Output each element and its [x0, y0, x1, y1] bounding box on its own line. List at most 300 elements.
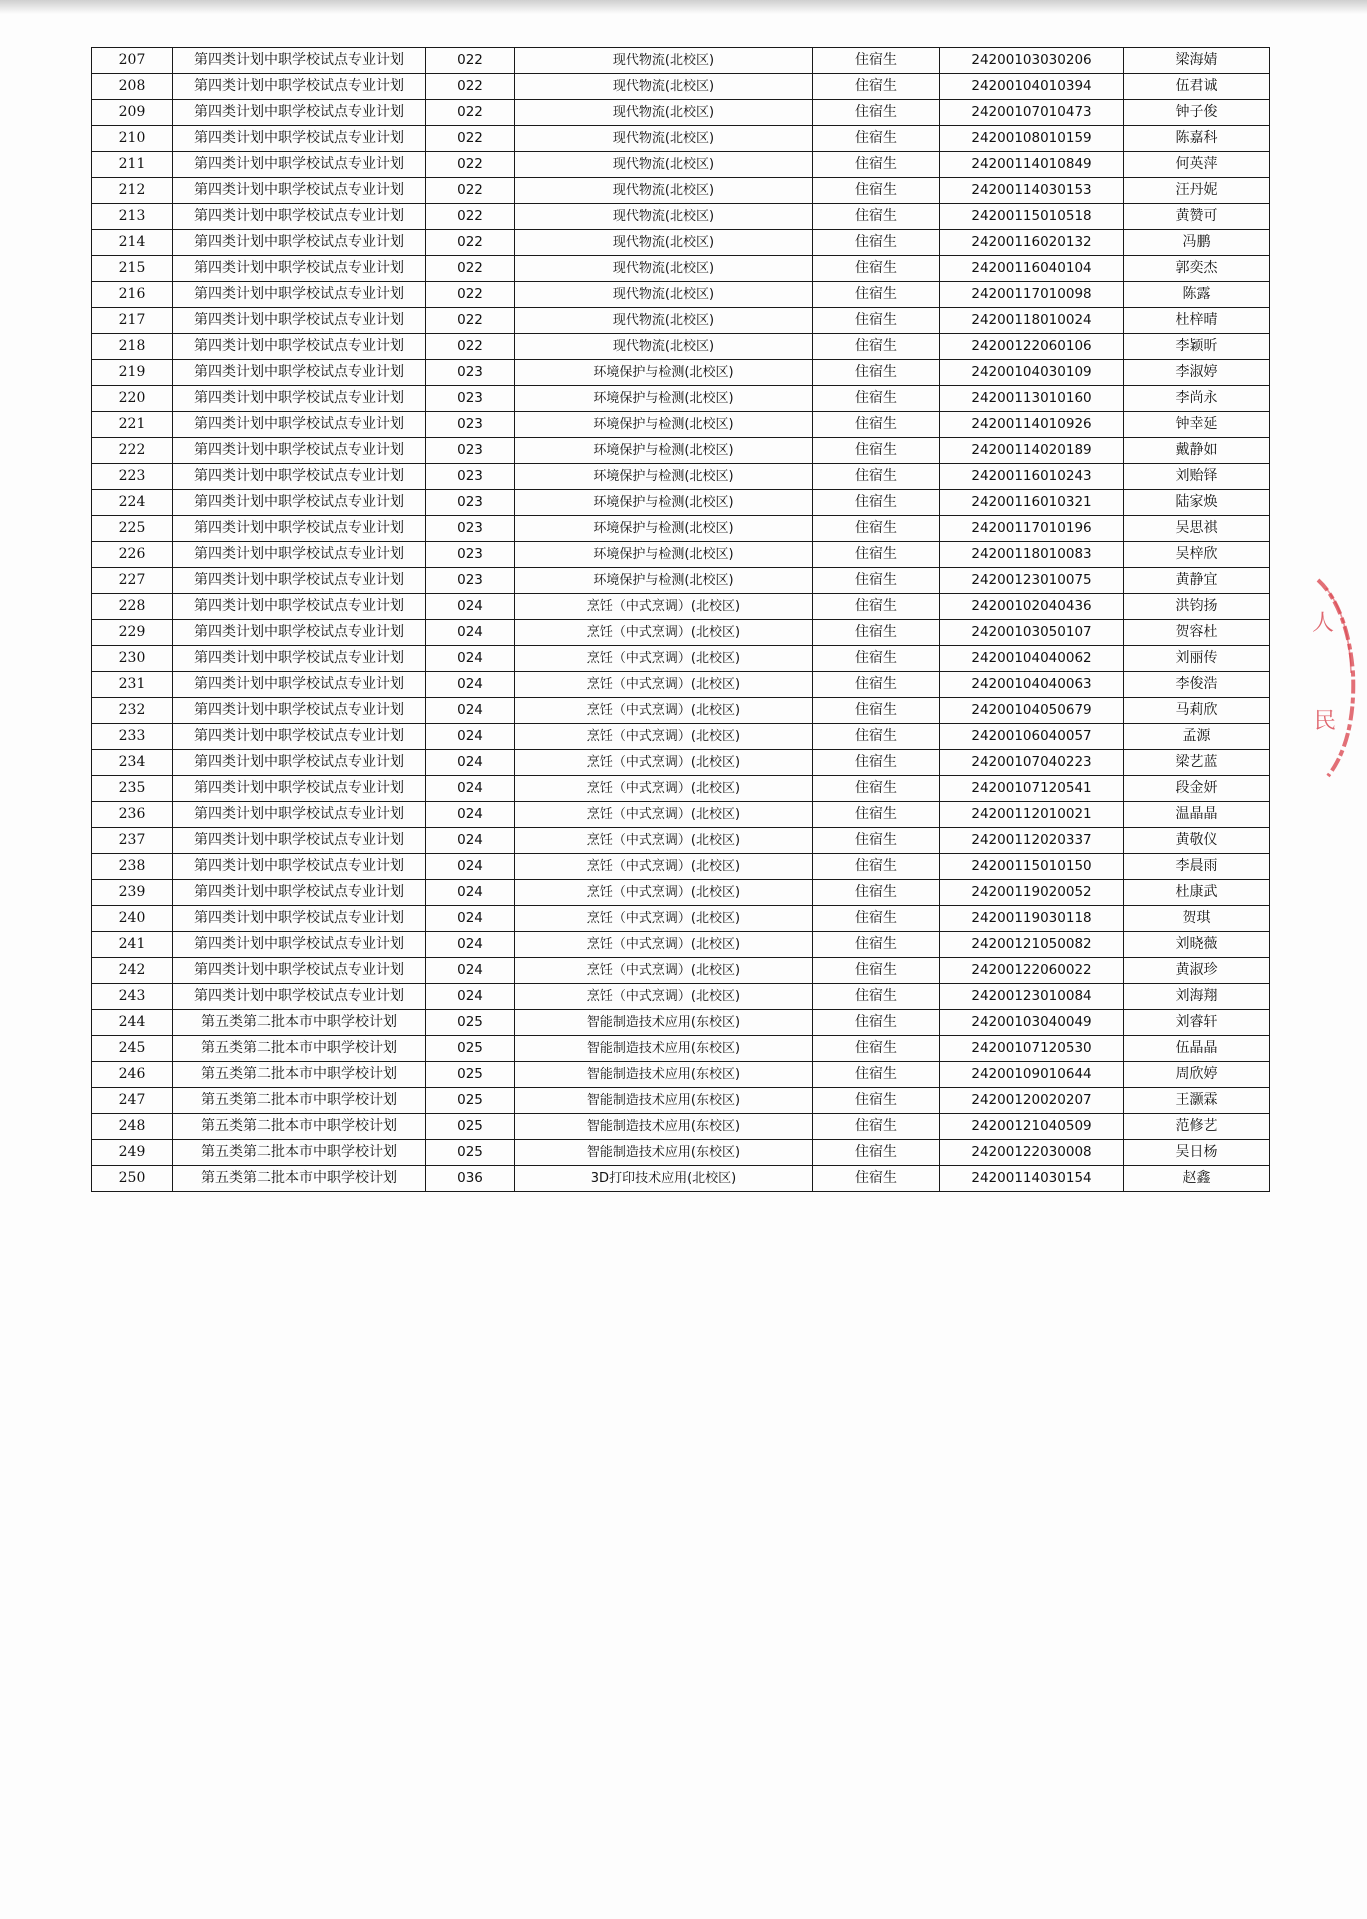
boarding-type-cell: 住宿生 [813, 1010, 940, 1036]
plan-category-cell: 第五类第二批本市中职学校计划 [173, 1062, 426, 1088]
major-code-cell: 024 [426, 984, 515, 1010]
candidate-id-cell: 24200116010321 [940, 490, 1124, 516]
table-row [92, 204, 1270, 230]
candidate-id-cell: 24200121050082 [940, 932, 1124, 958]
table-row [92, 984, 1270, 1010]
student-name-cell: 黄敬仪 [1124, 828, 1270, 854]
serial-number-cell: 243 [92, 984, 173, 1010]
student-name-cell: 李尚永 [1124, 386, 1270, 412]
serial-number-cell: 209 [92, 100, 173, 126]
table-row [92, 646, 1270, 672]
boarding-type-cell: 住宿生 [813, 750, 940, 776]
table-row [92, 750, 1270, 776]
student-name-cell: 钟子俊 [1124, 100, 1270, 126]
major-name-cell: 烹饪（中式烹调）(北校区) [515, 958, 813, 984]
student-name-cell: 杜梓晴 [1124, 308, 1270, 334]
roster-body [92, 48, 1270, 1192]
candidate-id-cell: 24200116020132 [940, 230, 1124, 256]
boarding-type-cell: 住宿生 [813, 802, 940, 828]
boarding-type-cell: 住宿生 [813, 672, 940, 698]
plan-category-cell: 第五类第二批本市中职学校计划 [173, 1114, 426, 1140]
table-row [92, 490, 1270, 516]
major-name-cell: 烹饪（中式烹调）(北校区) [515, 828, 813, 854]
plan-category-cell: 第四类计划中职学校试点专业计划 [173, 490, 426, 516]
boarding-type-cell: 住宿生 [813, 698, 940, 724]
major-name-cell: 烹饪（中式烹调）(北校区) [515, 854, 813, 880]
major-name-cell: 烹饪（中式烹调）(北校区) [515, 724, 813, 750]
plan-category-cell: 第四类计划中职学校试点专业计划 [173, 516, 426, 542]
major-name-cell: 现代物流(北校区) [515, 126, 813, 152]
major-name-cell: 现代物流(北校区) [515, 256, 813, 282]
major-code-cell: 036 [426, 1166, 515, 1192]
major-name-cell: 烹饪（中式烹调）(北校区) [515, 698, 813, 724]
major-name-cell: 烹饪（中式烹调）(北校区) [515, 594, 813, 620]
candidate-id-cell: 24200115010150 [940, 854, 1124, 880]
serial-number-cell: 234 [92, 750, 173, 776]
candidate-id-cell: 24200107010473 [940, 100, 1124, 126]
boarding-type-cell: 住宿生 [813, 958, 940, 984]
boarding-type-cell: 住宿生 [813, 880, 940, 906]
candidate-id-cell: 24200116040104 [940, 256, 1124, 282]
major-code-cell: 025 [426, 1036, 515, 1062]
major-code-cell: 024 [426, 698, 515, 724]
major-code-cell: 024 [426, 880, 515, 906]
major-code-cell: 023 [426, 568, 515, 594]
serial-number-cell: 247 [92, 1088, 173, 1114]
serial-number-cell: 217 [92, 308, 173, 334]
candidate-id-cell: 24200103040049 [940, 1010, 1124, 1036]
student-name-cell: 刘贻铎 [1124, 464, 1270, 490]
serial-number-cell: 240 [92, 906, 173, 932]
major-name-cell: 智能制造技术应用(东校区) [515, 1036, 813, 1062]
student-name-cell: 孟源 [1124, 724, 1270, 750]
boarding-type-cell: 住宿生 [813, 1166, 940, 1192]
boarding-type-cell: 住宿生 [813, 308, 940, 334]
boarding-type-cell: 住宿生 [813, 48, 940, 74]
candidate-id-cell: 24200118010024 [940, 308, 1124, 334]
major-name-cell: 烹饪（中式烹调）(北校区) [515, 672, 813, 698]
boarding-type-cell: 住宿生 [813, 568, 940, 594]
candidate-id-cell: 24200107120530 [940, 1036, 1124, 1062]
candidate-id-cell: 24200119020052 [940, 880, 1124, 906]
table-row [92, 282, 1270, 308]
boarding-type-cell: 住宿生 [813, 620, 940, 646]
boarding-type-cell: 住宿生 [813, 1114, 940, 1140]
student-name-cell: 赵鑫 [1124, 1166, 1270, 1192]
boarding-type-cell: 住宿生 [813, 412, 940, 438]
serial-number-cell: 215 [92, 256, 173, 282]
student-name-cell: 贺容杜 [1124, 620, 1270, 646]
candidate-id-cell: 24200119030118 [940, 906, 1124, 932]
student-name-cell: 王灏霖 [1124, 1088, 1270, 1114]
table-row [92, 542, 1270, 568]
plan-category-cell: 第四类计划中职学校试点专业计划 [173, 568, 426, 594]
major-name-cell: 现代物流(北校区) [515, 74, 813, 100]
serial-number-cell: 239 [92, 880, 173, 906]
plan-category-cell: 第四类计划中职学校试点专业计划 [173, 542, 426, 568]
major-code-cell: 024 [426, 620, 515, 646]
candidate-id-cell: 24200104040062 [940, 646, 1124, 672]
serial-number-cell: 227 [92, 568, 173, 594]
candidate-id-cell: 24200114020189 [940, 438, 1124, 464]
plan-category-cell: 第四类计划中职学校试点专业计划 [173, 178, 426, 204]
student-name-cell: 洪钧扬 [1124, 594, 1270, 620]
candidate-id-cell: 24200114030153 [940, 178, 1124, 204]
plan-category-cell: 第四类计划中职学校试点专业计划 [173, 204, 426, 230]
major-code-cell: 025 [426, 1140, 515, 1166]
table-row [92, 1010, 1270, 1036]
boarding-type-cell: 住宿生 [813, 126, 940, 152]
student-name-cell: 李俊浩 [1124, 672, 1270, 698]
student-name-cell: 汪丹妮 [1124, 178, 1270, 204]
candidate-id-cell: 24200102040436 [940, 594, 1124, 620]
boarding-type-cell: 住宿生 [813, 386, 940, 412]
scan-shadow [0, 0, 1367, 14]
admission-roster-table [91, 47, 1270, 1192]
boarding-type-cell: 住宿生 [813, 152, 940, 178]
major-code-cell: 022 [426, 334, 515, 360]
plan-category-cell: 第四类计划中职学校试点专业计划 [173, 620, 426, 646]
major-name-cell: 现代物流(北校区) [515, 100, 813, 126]
plan-category-cell: 第四类计划中职学校试点专业计划 [173, 698, 426, 724]
serial-number-cell: 235 [92, 776, 173, 802]
plan-category-cell: 第四类计划中职学校试点专业计划 [173, 412, 426, 438]
major-name-cell: 环境保护与检测(北校区) [515, 464, 813, 490]
plan-category-cell: 第四类计划中职学校试点专业计划 [173, 308, 426, 334]
student-name-cell: 黄静宜 [1124, 568, 1270, 594]
student-name-cell: 黄淑珍 [1124, 958, 1270, 984]
boarding-type-cell: 住宿生 [813, 74, 940, 100]
serial-number-cell: 229 [92, 620, 173, 646]
major-code-cell: 024 [426, 906, 515, 932]
major-name-cell: 现代物流(北校区) [515, 230, 813, 256]
student-name-cell: 伍晶晶 [1124, 1036, 1270, 1062]
table-row [92, 1114, 1270, 1140]
major-name-cell: 3D打印技术应用(北校区) [515, 1166, 813, 1192]
major-code-cell: 023 [426, 542, 515, 568]
table-row [92, 1088, 1270, 1114]
candidate-id-cell: 24200112020337 [940, 828, 1124, 854]
plan-category-cell: 第四类计划中职学校试点专业计划 [173, 958, 426, 984]
serial-number-cell: 236 [92, 802, 173, 828]
candidate-id-cell: 24200103030206 [940, 48, 1124, 74]
major-code-cell: 025 [426, 1114, 515, 1140]
table-row [92, 126, 1270, 152]
boarding-type-cell: 住宿生 [813, 594, 940, 620]
major-code-cell: 024 [426, 750, 515, 776]
major-name-cell: 现代物流(北校区) [515, 48, 813, 74]
major-code-cell: 023 [426, 464, 515, 490]
plan-category-cell: 第五类第二批本市中职学校计划 [173, 1010, 426, 1036]
plan-category-cell: 第五类第二批本市中职学校计划 [173, 1140, 426, 1166]
table-row [92, 100, 1270, 126]
major-code-cell: 024 [426, 776, 515, 802]
candidate-id-cell: 24200120020207 [940, 1088, 1124, 1114]
plan-category-cell: 第四类计划中职学校试点专业计划 [173, 646, 426, 672]
serial-number-cell: 213 [92, 204, 173, 230]
plan-category-cell: 第四类计划中职学校试点专业计划 [173, 880, 426, 906]
candidate-id-cell: 24200109010644 [940, 1062, 1124, 1088]
serial-number-cell: 231 [92, 672, 173, 698]
boarding-type-cell: 住宿生 [813, 1088, 940, 1114]
table-row [92, 412, 1270, 438]
candidate-id-cell: 24200107120541 [940, 776, 1124, 802]
student-name-cell: 何英萍 [1124, 152, 1270, 178]
plan-category-cell: 第四类计划中职学校试点专业计划 [173, 828, 426, 854]
serial-number-cell: 241 [92, 932, 173, 958]
boarding-type-cell: 住宿生 [813, 230, 940, 256]
boarding-type-cell: 住宿生 [813, 1062, 940, 1088]
red-seal-stamp [1298, 578, 1358, 778]
major-name-cell: 环境保护与检测(北校区) [515, 542, 813, 568]
candidate-id-cell: 24200116010243 [940, 464, 1124, 490]
major-code-cell: 023 [426, 360, 515, 386]
major-code-cell: 022 [426, 204, 515, 230]
plan-category-cell: 第四类计划中职学校试点专业计划 [173, 984, 426, 1010]
plan-category-cell: 第四类计划中职学校试点专业计划 [173, 48, 426, 74]
candidate-id-cell: 24200113010160 [940, 386, 1124, 412]
boarding-type-cell: 住宿生 [813, 464, 940, 490]
candidate-id-cell: 24200114010849 [940, 152, 1124, 178]
serial-number-cell: 230 [92, 646, 173, 672]
boarding-type-cell: 住宿生 [813, 906, 940, 932]
major-name-cell: 环境保护与检测(北校区) [515, 490, 813, 516]
table-row [92, 698, 1270, 724]
candidate-id-cell: 24200122030008 [940, 1140, 1124, 1166]
table-row [92, 308, 1270, 334]
major-name-cell: 智能制造技术应用(东校区) [515, 1140, 813, 1166]
student-name-cell: 刘海翔 [1124, 984, 1270, 1010]
major-name-cell: 智能制造技术应用(东校区) [515, 1088, 813, 1114]
boarding-type-cell: 住宿生 [813, 204, 940, 230]
table-row [92, 464, 1270, 490]
major-name-cell: 环境保护与检测(北校区) [515, 568, 813, 594]
major-name-cell: 烹饪（中式烹调）(北校区) [515, 932, 813, 958]
student-name-cell: 吴梓欣 [1124, 542, 1270, 568]
student-name-cell: 马莉欣 [1124, 698, 1270, 724]
table-row [92, 516, 1270, 542]
student-name-cell: 贺琪 [1124, 906, 1270, 932]
major-name-cell: 现代物流(北校区) [515, 204, 813, 230]
major-name-cell: 烹饪（中式烹调）(北校区) [515, 750, 813, 776]
table-row [92, 1140, 1270, 1166]
table-row [92, 568, 1270, 594]
major-code-cell: 022 [426, 126, 515, 152]
serial-number-cell: 238 [92, 854, 173, 880]
serial-number-cell: 220 [92, 386, 173, 412]
serial-number-cell: 245 [92, 1036, 173, 1062]
candidate-id-cell: 24200114010926 [940, 412, 1124, 438]
major-name-cell: 烹饪（中式烹调）(北校区) [515, 880, 813, 906]
student-name-cell: 郭奕杰 [1124, 256, 1270, 282]
serial-number-cell: 224 [92, 490, 173, 516]
table-row [92, 178, 1270, 204]
major-code-cell: 022 [426, 152, 515, 178]
candidate-id-cell: 24200104040063 [940, 672, 1124, 698]
candidate-id-cell: 24200122060022 [940, 958, 1124, 984]
candidate-id-cell: 24200117010196 [940, 516, 1124, 542]
plan-category-cell: 第四类计划中职学校试点专业计划 [173, 360, 426, 386]
candidate-id-cell: 24200121040509 [940, 1114, 1124, 1140]
table-row [92, 594, 1270, 620]
major-name-cell: 智能制造技术应用(东校区) [515, 1010, 813, 1036]
serial-number-cell: 210 [92, 126, 173, 152]
plan-category-cell: 第四类计划中职学校试点专业计划 [173, 750, 426, 776]
major-name-cell: 环境保护与检测(北校区) [515, 412, 813, 438]
plan-category-cell: 第四类计划中职学校试点专业计划 [173, 126, 426, 152]
table-row [92, 334, 1270, 360]
table-row [92, 1036, 1270, 1062]
table-row [92, 48, 1270, 74]
serial-number-cell: 242 [92, 958, 173, 984]
plan-category-cell: 第四类计划中职学校试点专业计划 [173, 854, 426, 880]
plan-category-cell: 第四类计划中职学校试点专业计划 [173, 906, 426, 932]
plan-category-cell: 第四类计划中职学校试点专业计划 [173, 672, 426, 698]
candidate-id-cell: 24200106040057 [940, 724, 1124, 750]
candidate-id-cell: 24200123010075 [940, 568, 1124, 594]
boarding-type-cell: 住宿生 [813, 438, 940, 464]
student-name-cell: 梁艺蓝 [1124, 750, 1270, 776]
serial-number-cell: 226 [92, 542, 173, 568]
student-name-cell: 陈露 [1124, 282, 1270, 308]
table-row [92, 828, 1270, 854]
boarding-type-cell: 住宿生 [813, 984, 940, 1010]
table-row [92, 802, 1270, 828]
boarding-type-cell: 住宿生 [813, 282, 940, 308]
serial-number-cell: 248 [92, 1114, 173, 1140]
serial-number-cell: 244 [92, 1010, 173, 1036]
boarding-type-cell: 住宿生 [813, 542, 940, 568]
plan-category-cell: 第四类计划中职学校试点专业计划 [173, 724, 426, 750]
student-name-cell: 吴日杨 [1124, 1140, 1270, 1166]
table-row [92, 74, 1270, 100]
table-row [92, 672, 1270, 698]
major-code-cell: 024 [426, 932, 515, 958]
major-code-cell: 023 [426, 490, 515, 516]
candidate-id-cell: 24200108010159 [940, 126, 1124, 152]
serial-number-cell: 246 [92, 1062, 173, 1088]
boarding-type-cell: 住宿生 [813, 178, 940, 204]
table-row [92, 958, 1270, 984]
plan-category-cell: 第四类计划中职学校试点专业计划 [173, 464, 426, 490]
candidate-id-cell: 24200123010084 [940, 984, 1124, 1010]
major-code-cell: 024 [426, 828, 515, 854]
candidate-id-cell: 24200104050679 [940, 698, 1124, 724]
candidate-id-cell: 24200104010394 [940, 74, 1124, 100]
table-row [92, 386, 1270, 412]
major-code-cell: 022 [426, 100, 515, 126]
serial-number-cell: 214 [92, 230, 173, 256]
svg-text:民: 民 [1314, 709, 1337, 734]
major-code-cell: 022 [426, 308, 515, 334]
serial-number-cell: 208 [92, 74, 173, 100]
major-code-cell: 024 [426, 672, 515, 698]
serial-number-cell: 228 [92, 594, 173, 620]
major-code-cell: 024 [426, 854, 515, 880]
table-row [92, 854, 1270, 880]
major-name-cell: 烹饪（中式烹调）(北校区) [515, 906, 813, 932]
student-name-cell: 李晨雨 [1124, 854, 1270, 880]
boarding-type-cell: 住宿生 [813, 776, 940, 802]
table-row [92, 880, 1270, 906]
major-code-cell: 024 [426, 958, 515, 984]
serial-number-cell: 233 [92, 724, 173, 750]
student-name-cell: 刘睿轩 [1124, 1010, 1270, 1036]
table-row [92, 1062, 1270, 1088]
student-name-cell: 李颖昕 [1124, 334, 1270, 360]
candidate-id-cell: 24200117010098 [940, 282, 1124, 308]
plan-category-cell: 第四类计划中职学校试点专业计划 [173, 776, 426, 802]
student-name-cell: 陆家焕 [1124, 490, 1270, 516]
major-code-cell: 024 [426, 646, 515, 672]
student-name-cell: 周欣婷 [1124, 1062, 1270, 1088]
boarding-type-cell: 住宿生 [813, 490, 940, 516]
student-name-cell: 段金妍 [1124, 776, 1270, 802]
major-code-cell: 024 [426, 594, 515, 620]
serial-number-cell: 221 [92, 412, 173, 438]
student-name-cell: 梁海婧 [1124, 48, 1270, 74]
plan-category-cell: 第四类计划中职学校试点专业计划 [173, 152, 426, 178]
major-name-cell: 烹饪（中式烹调）(北校区) [515, 802, 813, 828]
plan-category-cell: 第五类第二批本市中职学校计划 [173, 1088, 426, 1114]
boarding-type-cell: 住宿生 [813, 646, 940, 672]
student-name-cell: 范修艺 [1124, 1114, 1270, 1140]
major-name-cell: 智能制造技术应用(东校区) [515, 1062, 813, 1088]
major-code-cell: 025 [426, 1062, 515, 1088]
major-name-cell: 现代物流(北校区) [515, 178, 813, 204]
student-name-cell: 温晶晶 [1124, 802, 1270, 828]
major-code-cell: 022 [426, 256, 515, 282]
major-name-cell: 烹饪（中式烹调）(北校区) [515, 984, 813, 1010]
student-name-cell: 杜康武 [1124, 880, 1270, 906]
serial-number-cell: 232 [92, 698, 173, 724]
serial-number-cell: 216 [92, 282, 173, 308]
serial-number-cell: 237 [92, 828, 173, 854]
plan-category-cell: 第四类计划中职学校试点专业计划 [173, 334, 426, 360]
major-code-cell: 022 [426, 230, 515, 256]
table-row [92, 620, 1270, 646]
major-code-cell: 022 [426, 282, 515, 308]
boarding-type-cell: 住宿生 [813, 1140, 940, 1166]
boarding-type-cell: 住宿生 [813, 256, 940, 282]
major-code-cell: 025 [426, 1088, 515, 1114]
student-name-cell: 李淑婷 [1124, 360, 1270, 386]
student-name-cell: 刘丽传 [1124, 646, 1270, 672]
candidate-id-cell: 24200103050107 [940, 620, 1124, 646]
major-code-cell: 023 [426, 438, 515, 464]
serial-number-cell: 212 [92, 178, 173, 204]
major-name-cell: 现代物流(北校区) [515, 334, 813, 360]
candidate-id-cell: 24200104030109 [940, 360, 1124, 386]
boarding-type-cell: 住宿生 [813, 360, 940, 386]
student-name-cell: 吴思祺 [1124, 516, 1270, 542]
student-name-cell: 戴静如 [1124, 438, 1270, 464]
major-name-cell: 烹饪（中式烹调）(北校区) [515, 646, 813, 672]
major-name-cell: 现代物流(北校区) [515, 282, 813, 308]
serial-number-cell: 222 [92, 438, 173, 464]
boarding-type-cell: 住宿生 [813, 854, 940, 880]
major-code-cell: 025 [426, 1010, 515, 1036]
serial-number-cell: 250 [92, 1166, 173, 1192]
serial-number-cell: 207 [92, 48, 173, 74]
student-name-cell: 黄赞可 [1124, 204, 1270, 230]
major-name-cell: 烹饪（中式烹调）(北校区) [515, 620, 813, 646]
boarding-type-cell: 住宿生 [813, 932, 940, 958]
major-code-cell: 022 [426, 74, 515, 100]
table-row [92, 724, 1270, 750]
candidate-id-cell: 24200114030154 [940, 1166, 1124, 1192]
table-row [92, 360, 1270, 386]
